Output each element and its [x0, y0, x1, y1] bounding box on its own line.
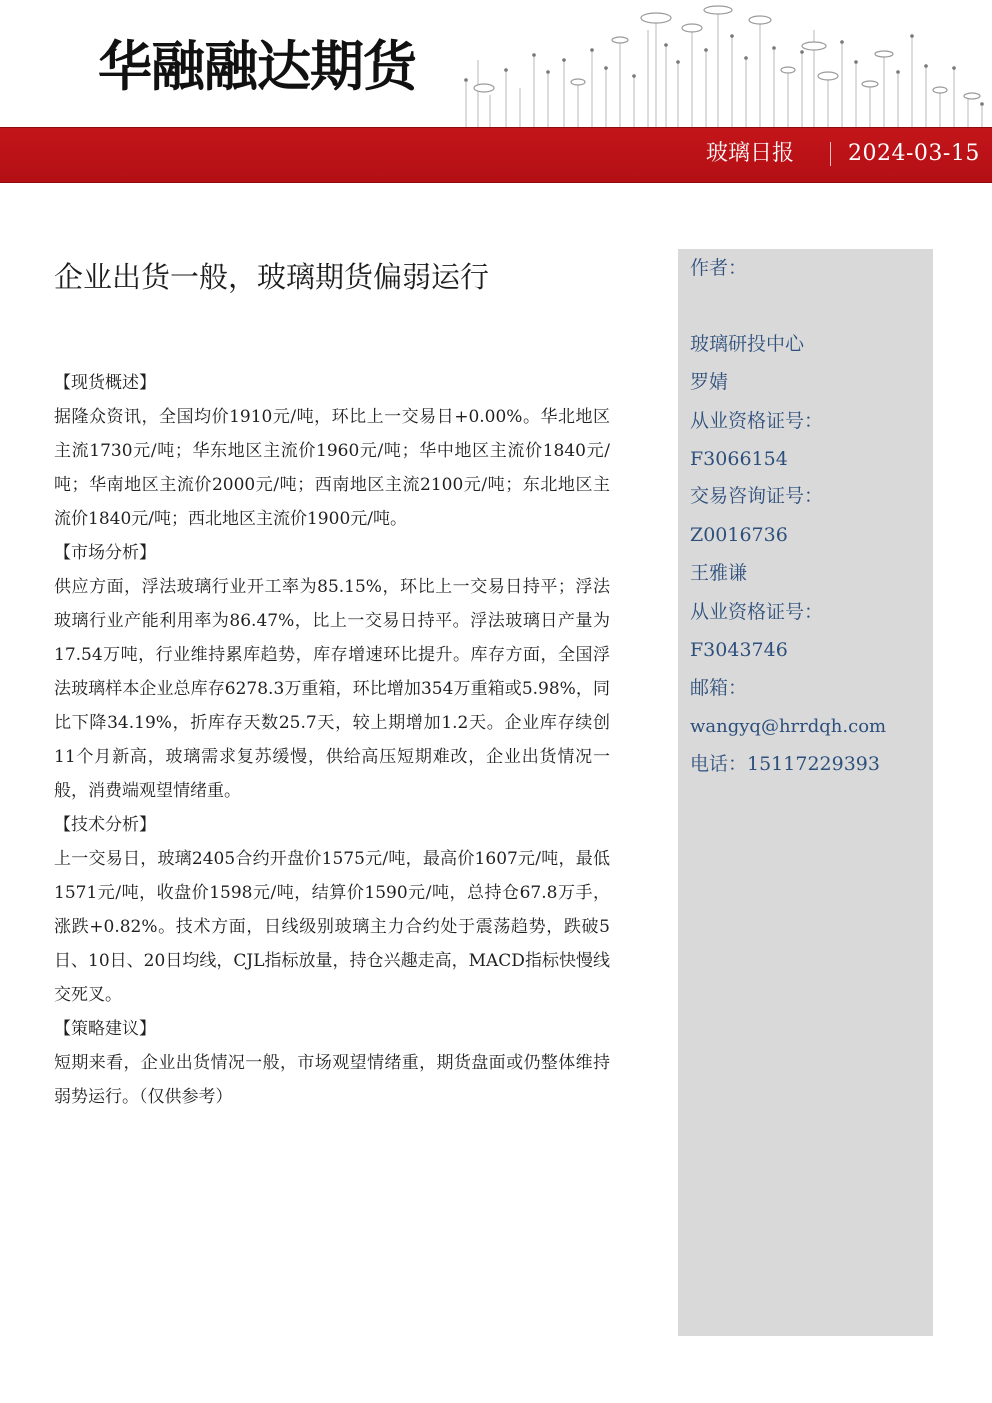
section-text-strategy: 短期来看，企业出货情况一般，市场观望情绪重，期货盘面或仍整体维持弱势运行。（仅供参考）	[54, 1053, 610, 1107]
author1-consult-number: Z0016736	[690, 524, 788, 546]
author-email[interactable]: wangyq@hrrdqh.com	[690, 716, 887, 737]
report-date: 2024-03-15	[848, 141, 980, 166]
author1-qualification-number: F3066154	[690, 448, 788, 470]
section-text-technical-analysis: 上一交易日，玻璃2405合约开盘价1575元/吨，最高价1607元/吨，最低1571元/吨，收盘价1598元/吨，结算价1590元/吨，总持仓67.8万手，涨跌+0.82%。技术方面，日线级别玻璃主力合约处于震荡趋势，跌破5日、10日、20日均线，CJL指标放量，持仓兴趣走高，MACD指标快慢线交死叉。	[54, 849, 610, 1005]
email-label: 邮箱：	[690, 677, 748, 699]
header-decoration	[456, 0, 992, 128]
section-text-market-analysis: 供应方面，浮法玻璃行业开工率为85.15%，环比上一交易日持平；浮法玻璃行业产能利用率为86.47%，比上一交易日持平。浮法玻璃日产量为17.54万吨，行业维持累库趋势，库存增速环比提升。库存方面，全国浮法玻璃样本企业总库存6278.3万重箱，环比增加354万重箱或5.98%，同比下降34.19%，折库存天数25.7天，较上期增加1.2天。企业库存续创11个月新高，玻璃需求复苏缓慢，供给高压短期难改，企业出货情况一般，消费端观望情绪重。	[54, 577, 610, 801]
author-label: 作者：	[690, 257, 748, 279]
report-header-bar	[0, 127, 992, 183]
section-text-spot-overview: 据隆众资讯，全国均价1910元/吨，环比上一交易日+0.00%。华北地区主流1730元/吨；华东地区主流价1960元/吨；华中地区主流价1840元/吨；华南地区主流价2000元/吨；西南地区主流2100元/吨；东北地区主流价1840元/吨；西北地区主流价1900元/吨。	[54, 407, 610, 529]
company-logo-text: 华融融达期货	[98, 34, 416, 98]
section-heading-technical-analysis: 【技术分析】	[54, 815, 156, 835]
author1-qualification-label: 从业资格证号：	[690, 410, 824, 432]
author1-name: 罗婧	[690, 371, 729, 393]
author2-name: 王雅谦	[690, 562, 748, 584]
author2-qualification-number: F3043746	[690, 639, 788, 661]
team-name: 玻璃研投中心	[690, 333, 805, 355]
article-body	[54, 366, 610, 1114]
article-headline: 企业出货一般，玻璃期货偏弱运行	[54, 260, 490, 294]
header-divider	[830, 142, 831, 166]
author-phone: 电话：15117229393	[690, 753, 880, 775]
report-name: 玻璃日报	[705, 141, 794, 166]
author2-qualification-label: 从业资格证号：	[690, 601, 824, 623]
header-circuit-pattern	[456, 0, 992, 128]
section-heading-market-analysis: 【市场分析】	[54, 543, 156, 563]
author1-consult-label: 交易咨询证号：	[690, 485, 824, 507]
section-heading-spot-overview: 【现货概述】	[54, 373, 156, 393]
section-heading-strategy: 【策略建议】	[54, 1019, 156, 1039]
